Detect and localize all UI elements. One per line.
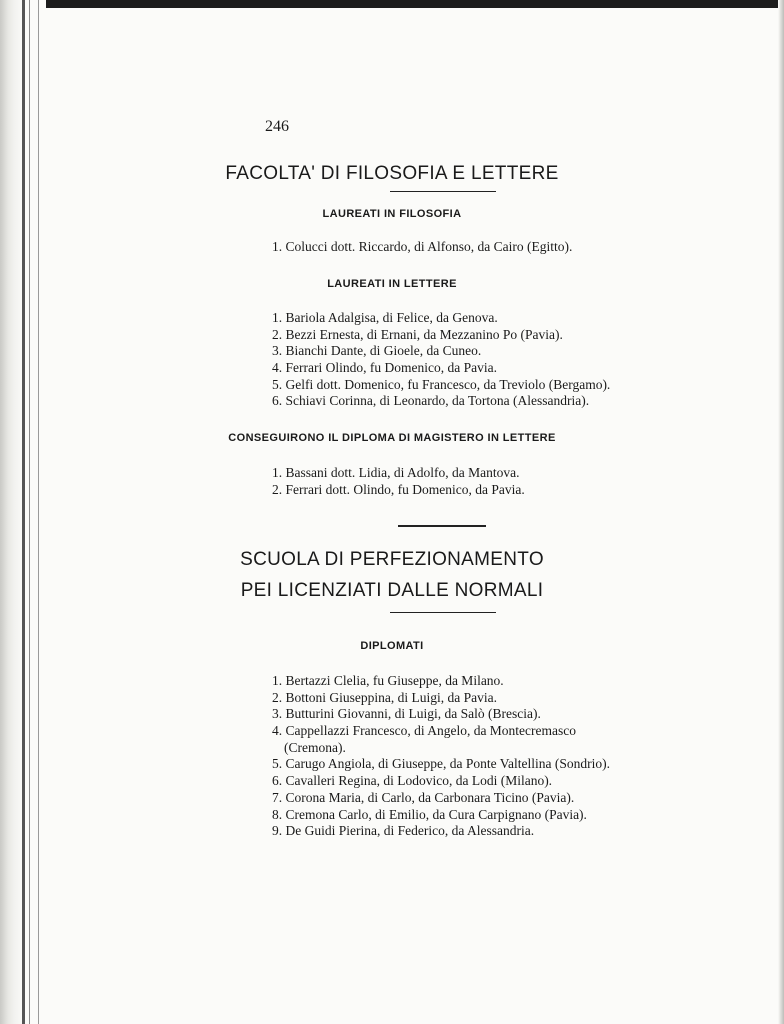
diplomati-heading: DIPLOMATI <box>360 640 424 652</box>
page-number: 246 <box>265 118 289 135</box>
list-item: 1. Bariola Adalgisa, di Felice, da Genova. <box>272 310 498 325</box>
list-item: 4. Cappellazzi Francesco, di Angelo, da Montecremasco <box>272 723 577 739</box>
list-item: 6. Schiavi Corinna, di Leonardo, da Tortona (Alessandria). <box>272 393 590 409</box>
list-item: 2. Ferrari dott. Olindo, fu Domenico, da Pavia. <box>272 481 525 497</box>
spine-line <box>38 0 39 1024</box>
list-item: 9. De Guidi Pierina, di Federico, da Alessandria. <box>272 823 535 839</box>
diplomati-list <box>272 673 610 840</box>
list-item: 3. Bianchi Dante, di Gioele, da Cuneo. <box>272 343 482 359</box>
spine-line <box>22 0 25 1024</box>
spine-line <box>29 0 30 1024</box>
school-title-line1: SCUOLA DI PERFEZIONAMENTO <box>240 549 544 570</box>
magistero-heading: CONSEGUIRONO IL DIPLOMA DI MAGISTERO IN LETTERE <box>228 432 556 444</box>
page-right-edge <box>778 0 784 1024</box>
title-rule <box>390 191 496 192</box>
list-item: 8. Cremona Carlo, di Emilio, da Cura Carpignano (Pavia). <box>272 806 587 822</box>
list-item: 2. Bezzi Ernesta, di Ernani, da Mezzanino Po (Pavia). <box>272 326 563 342</box>
section-divider <box>398 525 486 527</box>
philosophy-heading: LAUREATI IN FILOSOFIA <box>322 208 462 220</box>
list-item: 1. Bassani dott. Lidia, di Adolfo, da Mantova. <box>272 465 520 480</box>
list-item: 1. Colucci dott. Riccardo, di Alfonso, da Cairo (Egitto). <box>272 239 573 254</box>
school-title-rule <box>390 612 496 613</box>
letters-heading: LAUREATI IN LETTERE <box>327 278 457 290</box>
list-item: 6. Cavalleri Regina, di Lodovico, da Lodi (Milano). <box>272 773 553 789</box>
list-item-continuation: (Cremona). <box>284 739 346 755</box>
school-title-line2: PEI LICENZIATI DALLE NORMALI <box>240 580 544 601</box>
list-item: 2. Bottoni Giuseppina, di Luigi, da Pavia. <box>272 689 497 705</box>
magistero-list <box>272 465 525 498</box>
list-item: 5. Carugo Angiola, di Giuseppe, da Ponte Valtellina (Sondrio). <box>272 756 610 772</box>
philosophy-list <box>272 239 572 256</box>
faculty-title: FACOLTA' DI FILOSOFIA E LETTERE <box>225 163 559 184</box>
letters-list <box>272 310 610 410</box>
list-item: 5. Gelfi dott. Domenico, fu Francesco, da Treviolo (Bergamo). <box>272 376 611 392</box>
list-item: 7. Corona Maria, di Carlo, da Carbonara Ticino (Pavia). <box>272 789 575 805</box>
list-item: 1. Bertazzi Clelia, fu Giuseppe, da Milano. <box>272 673 504 688</box>
list-item: 4. Ferrari Olindo, fu Domenico, da Pavia. <box>272 360 497 376</box>
list-item: 3. Butturini Giovanni, di Luigi, da Salò (Brescia). <box>272 706 541 722</box>
scan-top-border <box>0 0 784 8</box>
